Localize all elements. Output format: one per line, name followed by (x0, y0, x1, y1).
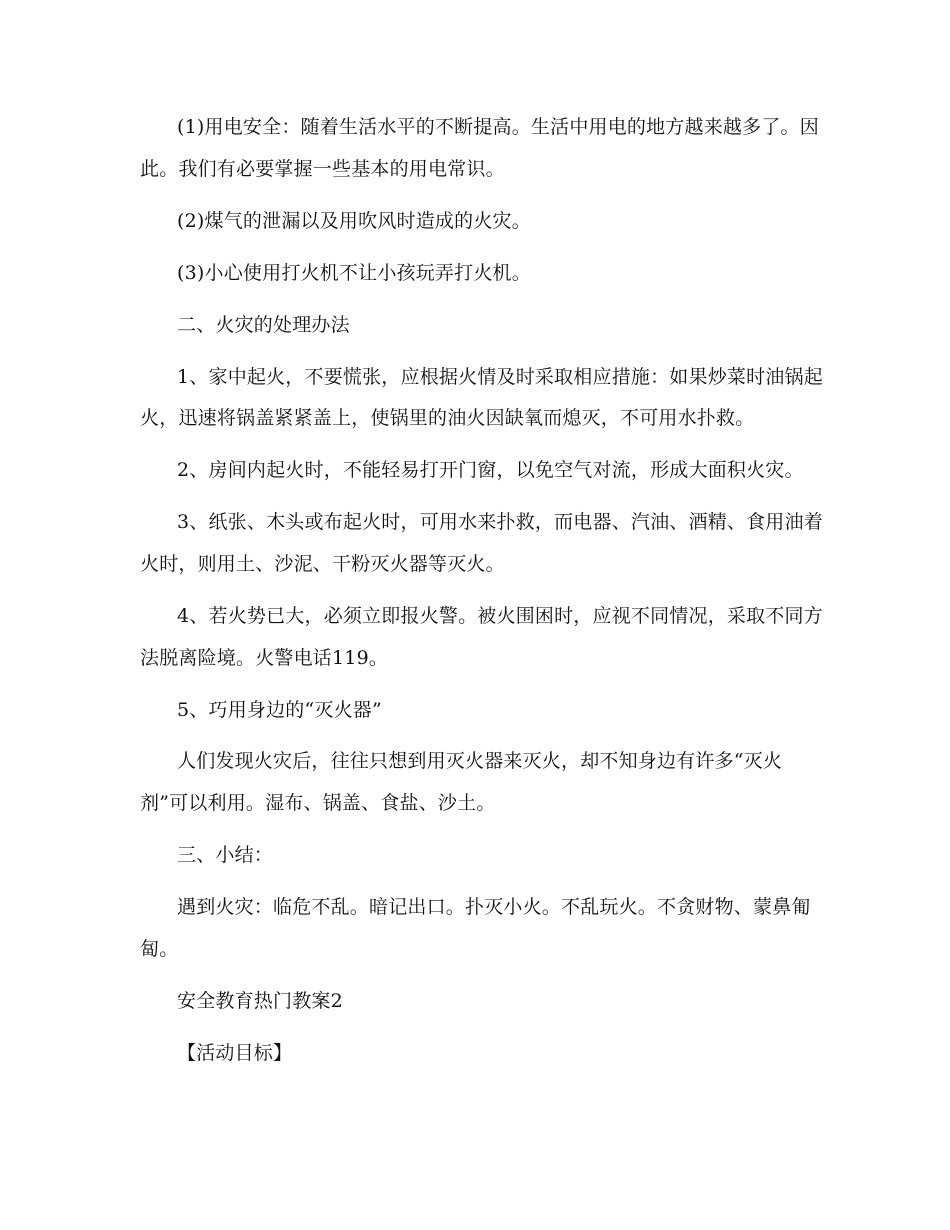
paragraph-line: (3)小心使用打火机不让小孩玩弄打火机。 (177, 262, 531, 284)
paragraph-line: (1)用电安全：随着生活水平的不断提高。生活中用电的地方越来越多了。因 (177, 116, 819, 138)
section-heading: 【活动目标】 (177, 1042, 293, 1064)
paragraph-line: 5、巧用身边的“灭火器” (177, 699, 382, 721)
paragraph-line: 火时，则用土、沙泥、干粉灭火器等灭火。 (140, 553, 505, 575)
paragraph-line: 剂”可以利用。湿布、锅盖、食盐、沙土。 (140, 792, 496, 814)
paragraph-line: (2)煤气的泄漏以及用吹风时造成的火灾。 (177, 210, 531, 232)
document-title: 安全教育热门教案2 (177, 990, 343, 1012)
paragraph-line: 匐。 (140, 938, 179, 960)
section-heading: 三、小结： (177, 844, 274, 866)
paragraph-line: 人们发现火灾后，往往只想到用灭火器来灭火，却不知身边有许多“灭火 (177, 750, 783, 772)
paragraph-line: 遇到火灾：临危不乱。暗记出口。扑灭小火。不乱玩火。不贪财物、蒙鼻匍 (177, 896, 811, 918)
paragraph-line: 此。我们有必要掌握一些基本的用电常识。 (140, 158, 505, 180)
section-heading: 二、火灾的处理办法 (177, 314, 350, 336)
paragraph-line: 3、纸张、木头或布起火时，可用水来扑救，而电器、汽油、酒精、食用油着 (177, 511, 823, 533)
paragraph-line: 4、若火势已大，必须立即报火警。被火围困时，应视不同情况，采取不同方 (177, 605, 823, 627)
paragraph-line: 1、家中起火，不要慌张，应根据火情及时采取相应措施：如果炒菜时油锅起 (177, 366, 823, 388)
paragraph-line: 法脱离险境。火警电话119。 (140, 647, 389, 669)
paragraph-line: 2、房间内起火时，不能轻易打开门窗，以免空气对流，形成大面积火灾。 (177, 459, 804, 481)
paragraph-line: 火，迅速将锅盖紧紧盖上，使锅里的油火因缺氧而熄灭，不可用水扑救。 (140, 407, 755, 429)
